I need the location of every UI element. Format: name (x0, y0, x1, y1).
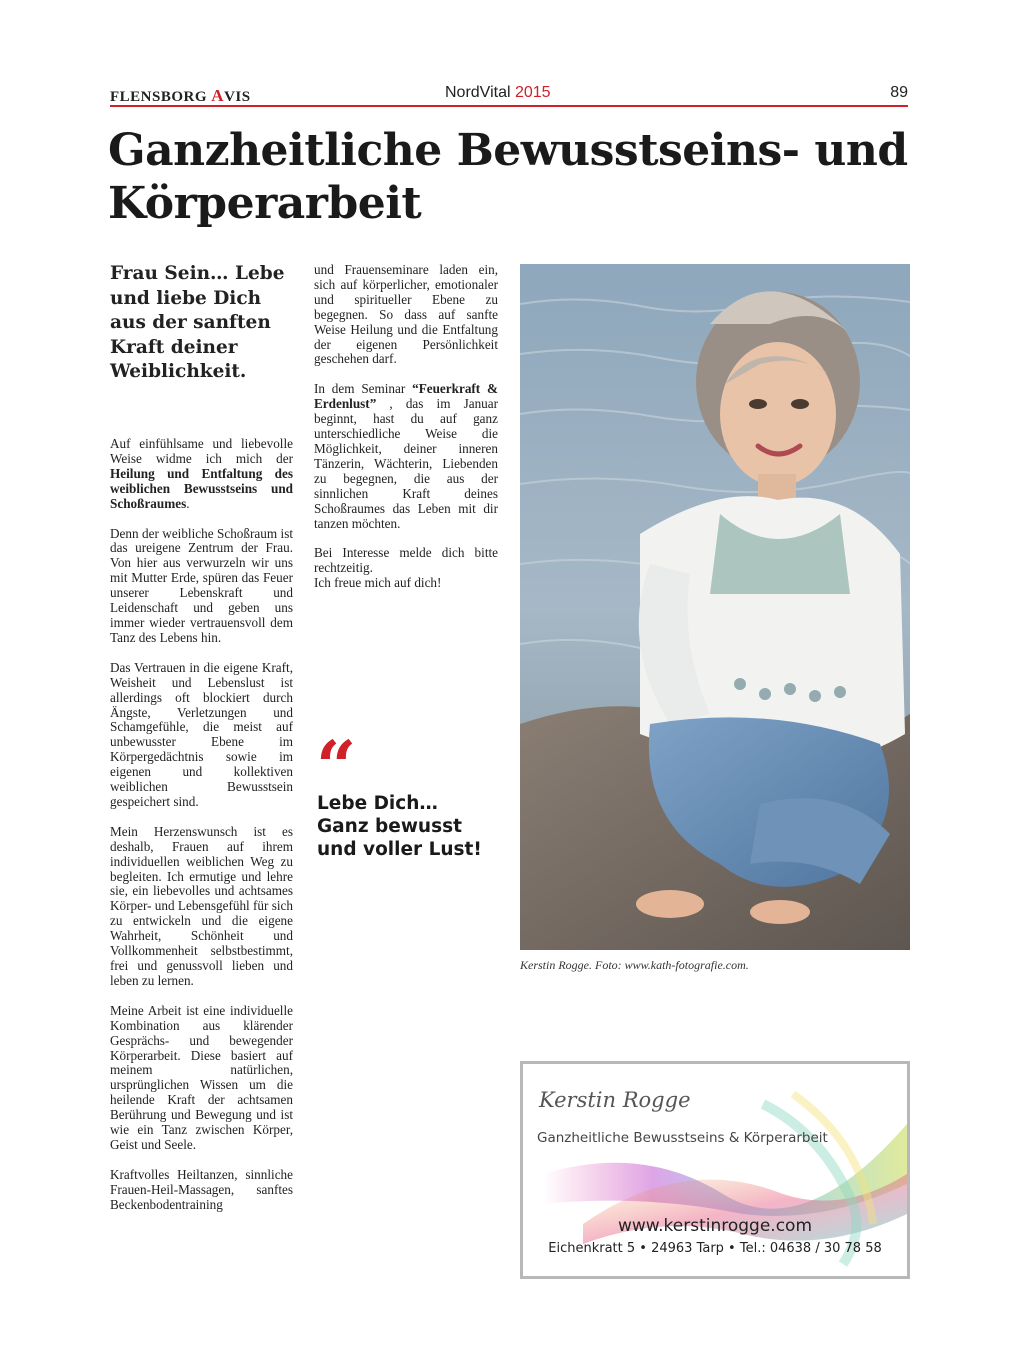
paragraph (314, 546, 498, 591)
ad-subtitle: Ganzheitliche Bewusstseins & Körperarbeit (537, 1130, 828, 1146)
page-number: 89 (890, 84, 908, 101)
paragraph-text: In dem Seminar (314, 381, 413, 397)
magazine-title (445, 84, 551, 102)
paragraph-text: , das im Januar beginnt, hast du auf ganz unterschiedliche Weise die Möglichkeit, deiner inneren Tänzerin, Wächterin, Liebenden zu begegnen, die aus der sinnlichen Kraft deines Schoßraumes das Leben mit dir tanzen möchten. (314, 396, 498, 531)
paragraph: Das Vertrauen in die eigene Kraft, Weisheit und Lebenslust ist allerdings oft blockiert durch Ängste, Verletzungen und Schamgefühle, die meist auf unbewusster Ebene im Körpergedächtnis sowie im eigenen und kollektiven weiblichen Bewusstsein gespeichert sind. (110, 659, 293, 809)
paragraph (314, 382, 498, 531)
magazine-name: NordVital (445, 84, 511, 101)
magazine-year: 2015 (514, 84, 551, 101)
paragraph-emphasis: Heilung und Entfaltung des weiblichen Bewusstseins und Schoßraumes (110, 465, 293, 511)
paragraph: Kraftvolles Heiltanzen, sinnliche Frauen-Heil-Massagen, sanftes Beckenbodentraining (110, 1166, 293, 1212)
portrait-photo (520, 264, 910, 950)
brand-letter-a: A (211, 86, 225, 105)
body-column-2 (314, 263, 498, 606)
paragraph-text: . (186, 495, 190, 511)
paragraph-text: Ich freue mich auf dich! (314, 575, 442, 591)
brand-text-1: FLENSBORG (110, 89, 212, 105)
header-rule (110, 105, 908, 107)
business-ad (520, 1061, 910, 1279)
paragraph: Denn der weibliche Schoßraum ist das ureigene Zentrum der Frau. Von hier aus verwurzeln wir uns mit Mutter Erde, spüren das Feuer unserer Lebenskraft und Leidenschaft und geben uns immer wieder vertrauensvoll dem Tanz des Lebens hin. (110, 525, 293, 645)
quote-mark-icon: “ (316, 725, 357, 808)
ad-website-link[interactable]: www.kerstinrogge.com (617, 1216, 813, 1236)
quote-line: Ganz bewusst (317, 816, 462, 837)
newspaper-logo (110, 86, 251, 106)
portrait-illustration (520, 264, 910, 950)
brand-text-2: VIS (224, 89, 251, 105)
paragraph (110, 437, 293, 512)
paragraph-text: Bei Interesse melde dich bitte rechtzeitig. (314, 545, 498, 576)
quote-line: und voller Lust! (317, 839, 482, 860)
quote-line: Lebe Dich… (317, 793, 438, 814)
ad-name: Kerstin Rogge (539, 1088, 691, 1112)
article-intro: Frau Sein… Lebe und liebe Dich aus der sanften Kraft deiner Weiblichkeit. (110, 263, 285, 382)
paragraph-text: Auf einfühlsame und liebevolle Weise widme ich mich der (110, 436, 293, 466)
seminar-name: “Feuerkraft & Erdenlust” (314, 381, 499, 412)
photo-caption: Kerstin Rogge. Foto: www.kath-fotografie.com. (520, 958, 749, 972)
pull-quote (317, 792, 517, 861)
article-title: Ganzheitliche Bewusstseins- und Körperarbeit (108, 125, 908, 229)
paragraph: Meine Arbeit ist eine individuelle Kombination aus klärender Gesprächs- und bewegender Körperarbeit. Diese basiert auf meinem natürlichen, ursprünglichen Wissen um die heilende Kraft der achtsamen Berührung und Bewegung und ist wie ein Tanz zwischen Körper, Geist und Seele. (110, 1002, 293, 1152)
body-column-1 (110, 437, 293, 1228)
paragraph: und Frauenseminare laden ein, sich auf körperlicher, emotionaler und spiritueller Ebene zu begegnen. So dass auf sanfte Weise Heilung und die Entfaltung der eigenen Persönlichkeit geschehen darf. (314, 262, 498, 367)
paragraph: Mein Herzenswunsch ist es deshalb, Frauen auf ihrem individuellen weiblichen Weg zu begleiten. Ich ermutige und lehre sie, ein liebevolles und achtsames Körper- und Lebensgefühl für sich zu entwickeln und die eigene Wahrheit, Schönheit und Vollkommenheit selbstbestimmt, frei und genussvoll lieben und leben zu lernen. (110, 823, 293, 988)
ad-address: Eichenkratt 5 • 24963 Tarp • Tel.: 04638 / 30 78 58 (548, 1241, 882, 1256)
